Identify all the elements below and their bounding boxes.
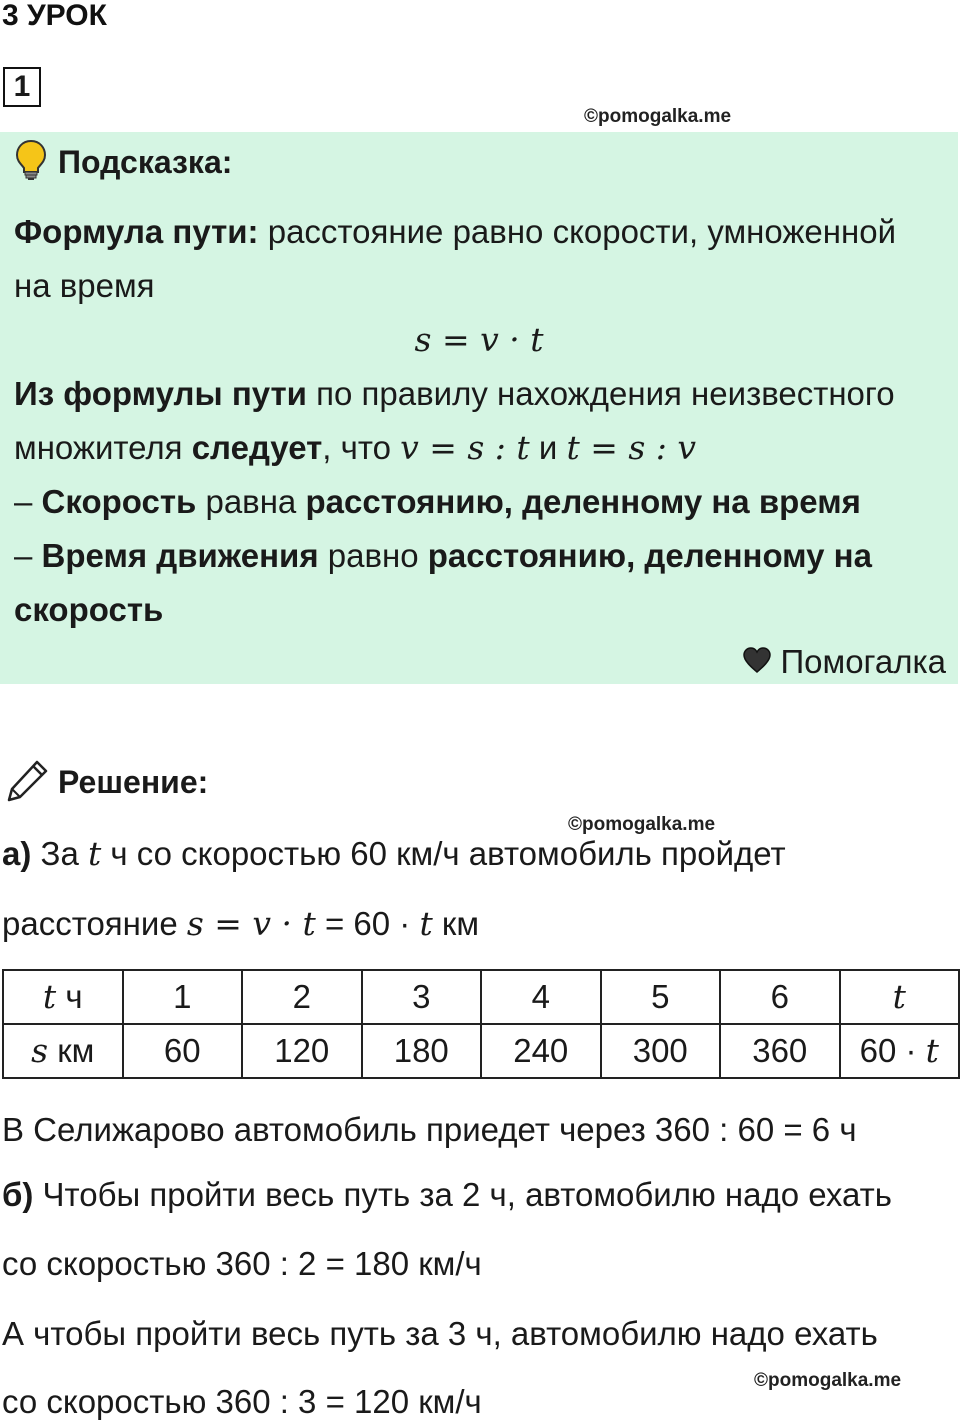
- hint-speed-rule: [14, 480, 861, 524]
- speed-dash: –: [14, 483, 42, 520]
- table-cell: 4: [481, 970, 601, 1024]
- derivation-bold: Из формулы пути: [14, 375, 307, 412]
- heart-icon: [742, 640, 772, 684]
- hint-formula-line-cont: на время: [14, 267, 155, 304]
- speed-bold: Скорость: [41, 483, 197, 520]
- distance-text: расстояние: [2, 905, 187, 942]
- solution-c-line-2: со скоростью 360 : 3 = 120 км/ч: [2, 1383, 482, 1420]
- header-var-s: s: [31, 1031, 49, 1070]
- part-b-label: б): [2, 1176, 34, 1213]
- watermark: ©pomogalka.me: [584, 106, 732, 127]
- part-a-label: а): [2, 835, 32, 872]
- table-row: [3, 1024, 959, 1078]
- distance-formula: s = v · t: [186, 904, 316, 943]
- table-header-cell: [3, 970, 123, 1024]
- time-formula: t = s : v: [566, 428, 697, 467]
- table-cell: 2: [242, 970, 362, 1024]
- hint-derivation-line-cont: [14, 426, 696, 470]
- derivation-text-b: , что: [322, 429, 401, 466]
- table-cell: t: [840, 970, 960, 1024]
- watermark: ©pomogalka.me: [754, 1370, 902, 1391]
- derivation-follows: следует: [191, 429, 323, 466]
- table-cell: [840, 1024, 960, 1078]
- path-formula: s = v · t: [414, 320, 544, 359]
- task-number: 1: [3, 67, 41, 107]
- hint-time-rule-cont: скорость: [14, 591, 164, 628]
- time-dash: –: [14, 537, 42, 574]
- solution-b-line-2: со скоростью 360 : 2 = 180 км/ч: [2, 1245, 482, 1282]
- hint-derivation-line: [14, 372, 895, 416]
- table-cell: 3: [362, 970, 482, 1024]
- part-a-text-2: ч со скоростью 60 км/ч автомобиль пройдет: [101, 835, 786, 872]
- table-cell: 5: [601, 970, 721, 1024]
- time-rule-bold: расстоянию, деленному на: [427, 537, 872, 574]
- table-cell: 1: [123, 970, 243, 1024]
- brand-signature: [742, 640, 946, 684]
- table-cell: 180: [362, 1024, 482, 1078]
- result-line: В Селижарово автомобиль приедет через 360 : 60 = 6 ч: [2, 1111, 857, 1148]
- derivation-and: и: [529, 429, 567, 466]
- part-a-text-1: За: [31, 835, 88, 872]
- lesson-title: 3 УРОК: [2, 0, 107, 32]
- watermark: ©pomogalka.me: [568, 814, 716, 835]
- speed-text: равна: [196, 483, 306, 520]
- part-b-text: Чтобы пройти весь путь за 2 ч, автомобилю надо ехать: [33, 1176, 892, 1213]
- solution-b-line: [2, 1173, 892, 1217]
- derivation-text: по правилу нахождения неизвестного: [306, 375, 895, 412]
- formula-label: Формула пути:: [14, 213, 259, 250]
- header-unit-hours: ч: [56, 978, 83, 1015]
- hint-header: [14, 140, 232, 184]
- table-cell: 60: [123, 1024, 243, 1078]
- table-cell: 240: [481, 1024, 601, 1078]
- pencil-icon: [6, 758, 50, 807]
- hint-formula-line: [14, 210, 896, 254]
- distance-var-t: t: [419, 904, 433, 943]
- last-cell-num: 60 ·: [859, 1032, 926, 1069]
- solution-a-line: [2, 832, 786, 876]
- table-cell: 360: [720, 1024, 840, 1078]
- time-text: равно: [318, 537, 428, 574]
- formula-text: расстояние равно скорости, умноженной: [258, 213, 897, 250]
- time-distance-table: [2, 969, 960, 1079]
- hint-title: Подсказка:: [58, 143, 233, 180]
- distance-unit: км: [432, 905, 480, 942]
- time-bold: Время движения: [41, 537, 319, 574]
- table-cell: 6: [720, 970, 840, 1024]
- solution-header: [6, 758, 208, 807]
- table-header-cell: [3, 1024, 123, 1078]
- solution-c-line: А чтобы пройти весь путь за 3 ч, автомобилю надо ехать: [2, 1315, 878, 1352]
- distance-eq: = 60 ·: [315, 905, 420, 942]
- derivation-text-a: множителя: [14, 429, 192, 466]
- lightbulb-icon: [14, 139, 48, 186]
- brand-name: Помогалка: [780, 643, 946, 680]
- header-var-t: t: [42, 977, 57, 1016]
- last-cell-var: t: [925, 1031, 939, 1070]
- table-cell: 300: [601, 1024, 721, 1078]
- solution-title: Решение:: [58, 764, 209, 800]
- speed-formula: v = s : t: [400, 428, 530, 467]
- part-a-var-t: t: [87, 834, 102, 873]
- hint-time-rule: [14, 534, 872, 578]
- table-cell: 120: [242, 1024, 362, 1078]
- header-unit-km: км: [48, 1032, 95, 1069]
- table-row: [3, 970, 959, 1024]
- solution-a-line-2: [2, 902, 479, 946]
- speed-rule-bold: расстоянию, деленному на время: [305, 483, 861, 520]
